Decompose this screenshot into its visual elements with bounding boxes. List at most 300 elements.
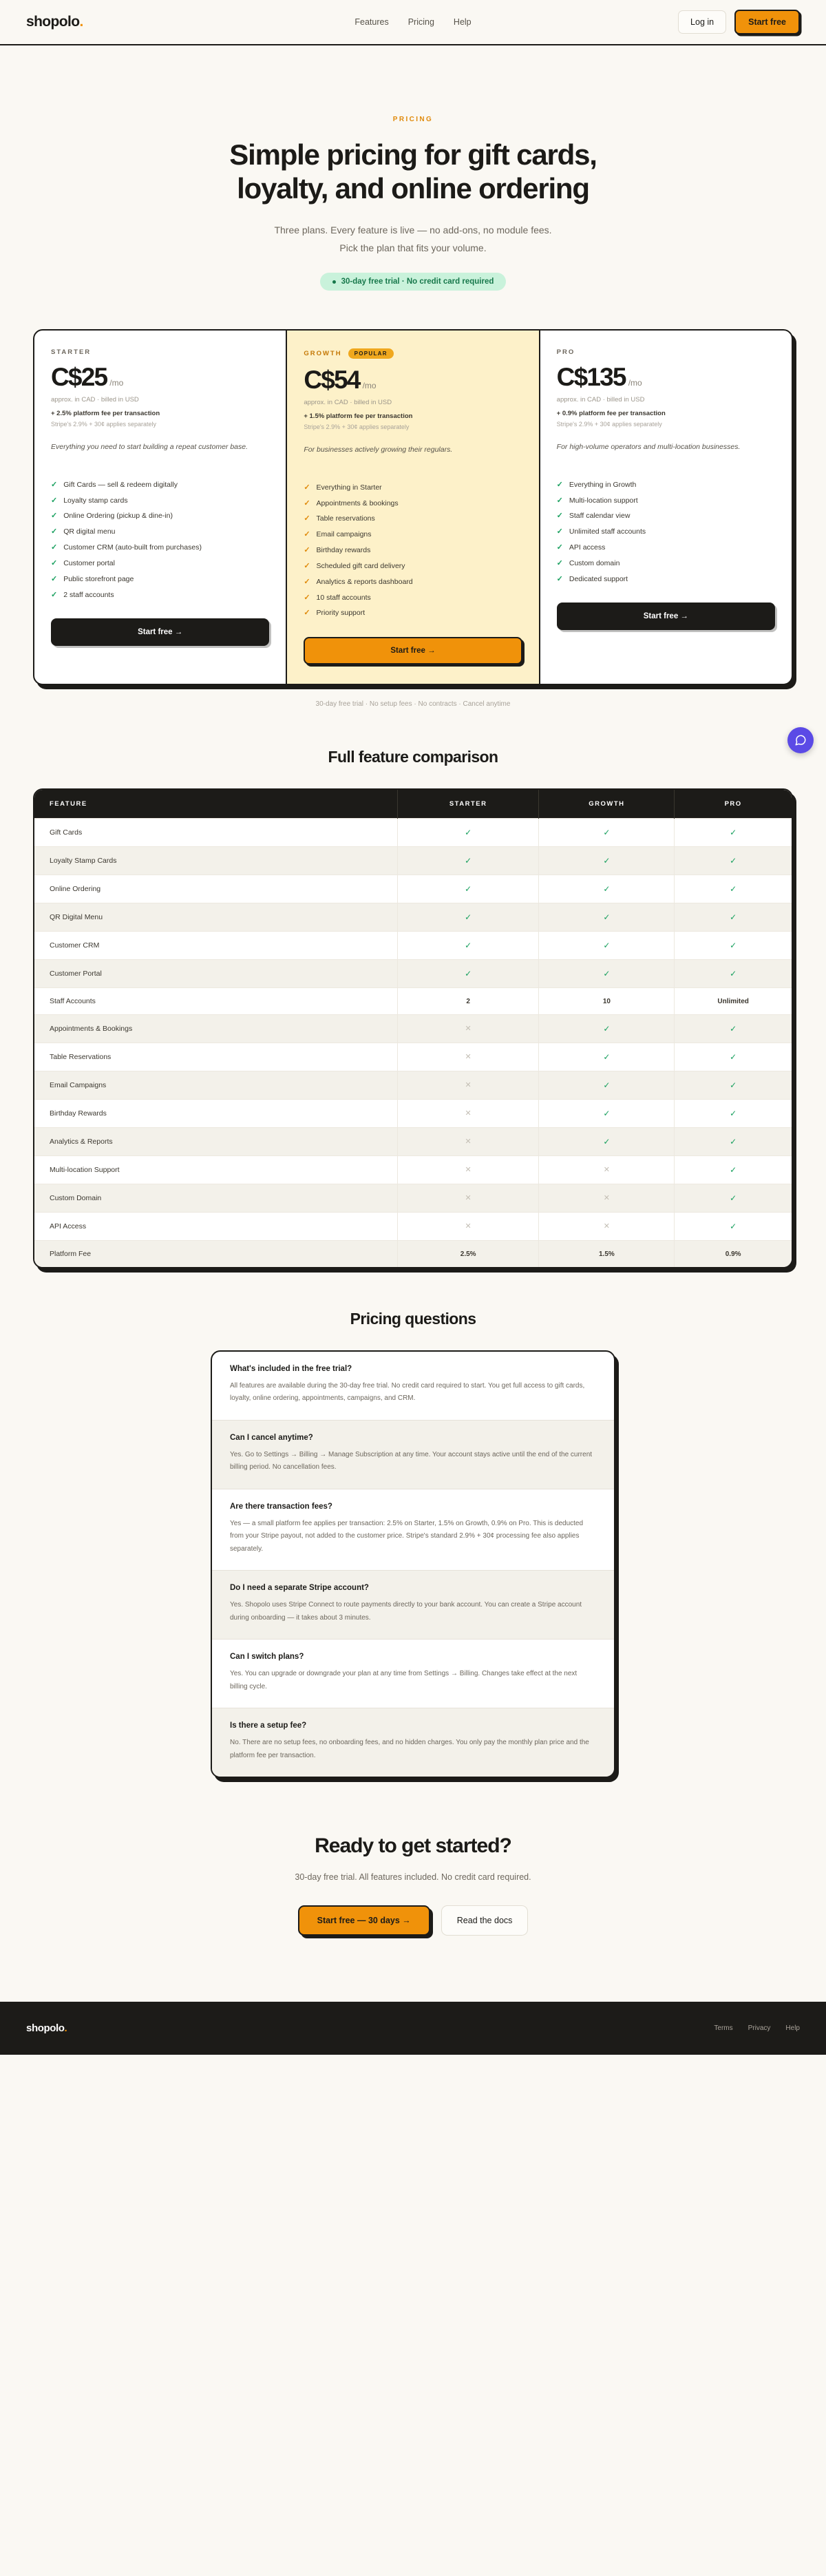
check-icon: ✓ [730,855,737,866]
plan-price-pro: C$135 [556,363,626,392]
faq-question: Is there a setup fee? [230,1721,307,1730]
table-header-row [34,790,792,819]
cell-growth [539,1099,675,1127]
plan-feature-label: Everything in Growth [569,480,637,489]
cell-growth [539,1071,675,1099]
cell-growth [539,1127,675,1155]
row-feature-name: Gift Cards [34,818,397,846]
plan-feature-item [51,477,269,493]
faq-item[interactable] [212,1639,614,1708]
start-free-30-days-button[interactable]: Start free — 30 days → [298,1905,430,1936]
plan-header [304,348,522,359]
plan-feature-label: API access [569,543,606,552]
row-feature-name: QR Digital Menu [34,903,397,931]
cell-growth [539,903,675,931]
cell-starter [397,931,539,959]
plan-feature-item [51,493,269,509]
check-icon: ✓ [603,1136,611,1146]
cell-value: 2.5% [460,1250,476,1258]
check-icon: ✓ [51,590,58,599]
cell-growth [539,1240,675,1267]
cross-icon: ✕ [465,1166,472,1175]
page-title [151,138,675,205]
cell-starter [397,1212,539,1240]
cell-growth [539,931,675,959]
check-icon: ✓ [465,968,472,978]
plan-description-growth: For businesses actively growing their regulars. [304,446,453,454]
plan-feature-item [557,541,775,556]
table-row [34,875,792,903]
plan-feature-item [304,496,522,512]
final-cta-buttons [0,1905,826,1936]
cell-pro [675,1155,792,1184]
plan-feature-item [304,606,522,622]
plan-price-starter: C$25 [51,363,107,392]
plan-feature-label: Customer portal [63,558,115,567]
table-row [34,1014,792,1043]
start-free-button-growth[interactable]: Start free → [304,637,522,664]
check-icon: ✓ [556,512,563,521]
plan-price-growth: C$54 [304,366,360,395]
cross-icon: ✕ [465,1025,472,1034]
brand-logo[interactable] [26,14,83,30]
cell-growth [539,1184,675,1212]
row-feature-name: Staff Accounts [34,987,397,1014]
comparison-table-shell [33,788,793,1268]
plan-feature-item [557,525,775,541]
pricing-card-growth [286,331,538,683]
cell-pro [675,1240,792,1267]
plan-stripe-note-starter: Stripe's 2.9% + 30¢ applies separately [51,421,157,428]
plan-feature-item [557,556,775,572]
faq-answer: No. There are no setup fees, no onboarding fees, and no hidden charges. You only pay the monthly plan price and the platform fee per transaction. [230,1739,589,1759]
feature-comparison-section [0,708,826,1268]
check-icon: ✓ [304,577,310,586]
check-icon: ✓ [304,499,310,507]
row-feature-name: Analytics & Reports [34,1127,397,1155]
check-icon: ✓ [730,1136,737,1146]
plan-feature-label: Table reservations [316,514,375,523]
pricing-eyebrow: PRICING [392,116,434,123]
faq-answer: Yes — a small platform fee applies per transaction: 2.5% on Starter, 1.5% on Growth, 0.9% on Pro. This is deducted from your Stripe payout, not added to the customer price. Stripe's standard 2.9% + 30¢ processing fee also applies separately. [230,1519,584,1553]
cell-pro [675,1184,792,1212]
check-icon: ✓ [603,883,611,894]
cell-starter [397,875,539,903]
cell-value: 10 [602,997,611,1005]
read-the-docs-button[interactable]: Read the docs [441,1905,529,1936]
check-icon: ✓ [556,480,563,489]
plan-feature-label: Custom domain [569,558,620,567]
plan-feature-label: Everything in Starter [316,483,382,492]
cell-growth [539,987,675,1014]
main-nav [354,17,471,27]
plan-period-starter: /mo [109,378,124,388]
cell-pro [675,1127,792,1155]
cross-icon: ✕ [603,1166,610,1175]
plan-price-row [557,364,775,390]
hero-subtitle [0,222,826,258]
table-row [34,1212,792,1240]
faq-item[interactable] [212,1489,614,1571]
chat-icon [794,734,807,746]
check-icon: ✓ [730,1108,737,1118]
plan-feature-label: Analytics & reports dashboard [316,577,413,586]
final-cta-title: Ready to get started? [315,1834,511,1858]
footer-logo-dot: . [64,2022,67,2034]
faq-list [211,1350,615,1779]
check-icon: ✓ [730,968,737,978]
cell-pro [675,875,792,903]
row-feature-name: Table Reservations [34,1043,397,1071]
cross-icon: ✕ [465,1109,472,1118]
check-icon: ✓ [556,558,563,567]
final-cta-section [0,1778,826,2002]
table-row [34,903,792,931]
check-icon: ✓ [51,574,58,583]
cell-starter [397,1127,539,1155]
row-feature-name: Online Ordering [34,875,397,903]
check-icon: ✓ [556,543,563,552]
check-icon: ✓ [603,1080,611,1090]
chat-widget-button[interactable] [787,727,814,753]
footer-logo-text: shopolo [26,2022,65,2034]
cell-starter [397,1184,539,1212]
check-icon: ✓ [556,574,563,583]
check-icon: ✓ [603,855,611,866]
plan-fee-starter: + 2.5% platform fee per transaction [51,410,160,418]
check-icon: ✓ [304,546,310,555]
check-icon: ✓ [51,558,58,567]
plan-name-growth: GROWTH [304,350,342,358]
plan-feature-label: Unlimited staff accounts [569,527,646,536]
cell-growth [539,1212,675,1240]
plan-feature-label: Email campaigns [316,530,372,539]
cell-pro [675,1014,792,1043]
table-row [34,846,792,875]
check-icon: ✓ [730,1221,737,1231]
cell-starter [397,987,539,1014]
cell-pro [675,846,792,875]
cell-growth [539,1155,675,1184]
cell-value: 2 [466,997,470,1005]
check-icon: ✓ [51,512,58,521]
column-header-starter: STARTER [397,790,539,819]
free-trial-badge-label: 30-day free trial · No credit card required [341,278,494,286]
column-header-growth: GROWTH [539,790,675,819]
row-feature-name: Birthday Rewards [34,1099,397,1127]
cell-pro [675,987,792,1014]
check-icon: ✓ [603,968,611,978]
brand-logo-text: shopolo [26,14,80,30]
row-feature-name: Custom Domain [34,1184,397,1212]
check-icon: ✓ [304,514,310,523]
check-icon: ✓ [51,480,58,489]
pricing-plans-section [0,291,826,707]
plan-feature-item [557,509,775,525]
cross-icon: ✕ [465,1222,472,1231]
plan-period-pro: /mo [628,378,642,388]
faq-section [0,1268,826,1779]
plan-name-pro: PRO [556,348,575,357]
cross-icon: ✕ [465,1138,472,1146]
popular-badge: POPULAR [348,348,394,359]
nav-item-pricing[interactable]: Pricing [407,17,434,27]
start-free-button-starter[interactable]: Start free → [51,618,269,646]
faq-question: Are there transaction fees? [230,1502,332,1511]
check-icon: ✓ [730,912,737,922]
check-icon: ✓ [730,1080,737,1090]
check-icon: ✓ [51,496,58,505]
faq-question: What's included in the free trial? [230,1364,352,1373]
comparison-table-head [34,790,792,819]
plan-feature-label: Multi-location support [569,496,638,505]
plan-stripe-note-pro: Stripe's 2.9% + 30¢ applies separately [556,421,662,428]
table-row [34,959,792,987]
cell-starter [397,1240,539,1267]
table-row [34,1043,792,1071]
site-footer [0,2002,826,2055]
plan-feature-item [304,480,522,496]
check-icon: ✓ [603,827,611,837]
cell-growth [539,846,675,875]
plan-feature-label: Dedicated support [569,574,628,583]
plan-feature-item [304,543,522,559]
cell-growth [539,875,675,903]
faq-question: Do I need a separate Stripe account? [230,1584,369,1593]
table-row [34,1240,792,1267]
faq-item[interactable] [212,1352,614,1420]
faq-title: Pricing questions [350,1309,476,1328]
comparison-table [34,790,792,1267]
plan-feature-item [51,556,269,572]
cell-growth [539,1043,675,1071]
check-icon: ✓ [730,1051,737,1062]
cell-starter [397,1071,539,1099]
plan-header [557,348,775,356]
row-feature-name: Email Campaigns [34,1071,397,1099]
plan-feature-item [557,572,775,587]
footer-logo[interactable] [26,2022,67,2034]
faq-item[interactable] [212,1420,614,1489]
plan-feature-label: Scheduled gift card delivery [316,561,405,570]
comparison-table-body [34,818,792,1267]
faq-item[interactable] [212,1570,614,1639]
cross-icon: ✕ [465,1053,472,1062]
cell-starter [397,1014,539,1043]
cell-pro [675,1212,792,1240]
plan-stripe-note-growth: Stripe's 2.9% + 30¢ applies separately [304,423,410,431]
cross-icon: ✕ [465,1194,472,1203]
cell-pro [675,931,792,959]
plan-name-starter: STARTER [51,348,92,357]
check-icon: ✓ [730,1023,737,1034]
table-row [34,818,792,846]
plan-feature-label: Gift Cards — sell & redeem digitally [63,480,178,489]
check-icon: ✓ [51,527,58,536]
table-row [34,931,792,959]
check-icon: ✓ [465,940,472,950]
faq-question: Can I switch plans? [230,1653,304,1662]
brand-logo-dot: . [79,14,83,30]
login-button[interactable]: Log in [678,10,726,34]
table-row [34,1127,792,1155]
check-icon: ✓ [730,827,737,837]
plan-feature-item [51,587,269,603]
plan-feature-label: Online Ordering (pickup & dine-in) [63,512,173,521]
table-row [34,1071,792,1099]
nav-item-help[interactable]: Help [453,17,472,27]
plans-footnote: 30-day free trial · No setup fees · No contracts · Cancel anytime [315,700,511,708]
check-icon: ✓ [603,1108,611,1118]
cell-pro [675,818,792,846]
plan-period-growth: /mo [362,381,377,391]
plan-feature-item [51,509,269,525]
plan-features-pro [557,477,775,587]
header-actions [678,10,800,34]
pricing-card-starter [34,331,286,683]
cell-pro [675,959,792,987]
check-icon: ✓ [603,912,611,922]
plan-feature-item [304,574,522,590]
check-icon: ✓ [465,912,472,922]
table-row [34,1184,792,1212]
plan-feature-item [304,512,522,527]
row-feature-name: Platform Fee [34,1240,397,1267]
plan-feature-label: 2 staff accounts [63,590,114,599]
cell-pro [675,903,792,931]
cell-pro [675,1071,792,1099]
cell-growth [539,1014,675,1043]
bullet-dot-icon [332,280,336,284]
cross-icon: ✕ [603,1222,610,1231]
plan-description-pro: For high-volume operators and multi-location businesses. [556,443,741,452]
table-row [34,987,792,1014]
plan-feature-label: Public storefront page [63,574,134,583]
plan-feature-label: Priority support [316,609,366,618]
plan-feature-item [51,572,269,587]
cross-icon: ✕ [603,1194,610,1203]
cell-starter [397,1043,539,1071]
row-feature-name: Appointments & Bookings [34,1014,397,1043]
free-trial-badge [320,273,507,291]
plan-feature-item [304,558,522,574]
cell-starter [397,846,539,875]
hero-subtitle-line2: Pick the plan that fits your volume. [339,242,487,254]
plan-feature-item [557,477,775,493]
cell-starter [397,1155,539,1184]
row-feature-name: Multi-location Support [34,1155,397,1184]
pricing-card-pro [539,331,792,683]
cell-starter [397,903,539,931]
check-icon: ✓ [730,1164,737,1175]
plan-price-note-pro: approx. in CAD · billed in USD [556,396,645,404]
final-cta-subtitle: 30-day free trial. All features included. No credit card required. [295,1872,531,1883]
cell-growth [539,959,675,987]
plan-header [51,348,269,356]
check-icon: ✓ [603,940,611,950]
cell-pro [675,1099,792,1127]
plan-description-starter: Everything you need to start building a repeat customer base. [51,443,248,452]
cell-pro [675,1043,792,1071]
page-title-line2: loyalty, and online ordering [237,171,589,205]
faq-item[interactable] [212,1708,614,1777]
plan-feature-label: 10 staff accounts [316,593,371,602]
check-icon: ✓ [603,1051,611,1062]
plan-feature-label: QR digital menu [63,527,116,536]
cell-growth [539,818,675,846]
check-icon: ✓ [465,855,472,866]
comparison-title: Full feature comparison [328,747,498,766]
check-icon: ✓ [304,483,310,492]
plan-feature-item [304,527,522,543]
nav-item-features[interactable]: Features [354,17,389,27]
check-icon: ✓ [730,1193,737,1203]
plan-feature-label: Birthday rewards [316,546,371,555]
plan-feature-item [557,493,775,509]
faq-answer: Yes. Go to Settings → Billing → Manage Subscription at any time. Your account stays active until the end of the current billing period. No cancellation fees. [230,1450,593,1472]
row-feature-name: Customer CRM [34,931,397,959]
site-header [0,0,826,45]
check-icon: ✓ [51,543,58,552]
faq-answer: Yes. Shopolo uses Stripe Connect to route payments directly to your bank account. You can create a Stripe account during onboarding — it takes about 3 minutes. [230,1601,582,1622]
plan-feature-label: Appointments & bookings [316,499,399,507]
plan-feature-label: Loyalty stamp cards [63,496,128,505]
hero-subtitle-line1: Three plans. Every feature is live — no add-ons, no module fees. [274,224,552,236]
plan-features-growth [304,480,522,621]
cell-value: 0.9% [725,1250,741,1258]
check-icon: ✓ [304,530,310,539]
row-feature-name: API Access [34,1212,397,1240]
plan-price-row [304,366,522,395]
cell-value: Unlimited [717,997,749,1005]
column-header-feature: FEATURE [34,790,397,819]
footer-link-help[interactable]: Help [785,2024,800,2032]
page-title-line1: Simple pricing for gift cards, [229,138,597,171]
plan-feature-item [304,590,522,606]
table-row [34,1099,792,1127]
column-header-pro: PRO [675,790,792,819]
start-free-button-pro[interactable]: Start free → [557,603,775,630]
table-row [34,1155,792,1184]
check-icon: ✓ [730,940,737,950]
faq-answer: Yes. You can upgrade or downgrade your plan at any time from Settings → Billing. Changes take effect at the next billing cycle. [230,1670,578,1690]
check-icon: ✓ [730,883,737,894]
plan-price-note-growth: approx. in CAD · billed in USD [304,399,392,407]
check-icon: ✓ [603,1023,611,1034]
row-feature-name: Loyalty Stamp Cards [34,846,397,875]
cell-starter [397,1099,539,1127]
plan-fee-growth: + 1.5% platform fee per transaction [304,412,413,421]
check-icon: ✓ [465,827,472,837]
plan-features-starter [51,477,269,603]
footer-link-privacy[interactable]: Privacy [748,2024,771,2032]
start-free-button-header[interactable]: Start free [734,10,800,34]
check-icon: ✓ [556,527,563,536]
footer-link-terms[interactable]: Terms [714,2024,733,2032]
plan-fee-pro: + 0.9% platform fee per transaction [556,410,666,418]
check-icon: ✓ [465,883,472,894]
cell-value: 1.5% [598,1250,615,1258]
footer-links [714,2024,800,2032]
check-icon: ✓ [304,609,310,618]
hero-section [0,45,826,291]
plan-price-row [51,364,269,390]
plan-price-note-starter: approx. in CAD · billed in USD [51,396,139,404]
check-icon: ✓ [304,593,310,602]
plan-feature-item [51,541,269,556]
cell-starter [397,818,539,846]
pricing-cards-container [33,329,793,684]
